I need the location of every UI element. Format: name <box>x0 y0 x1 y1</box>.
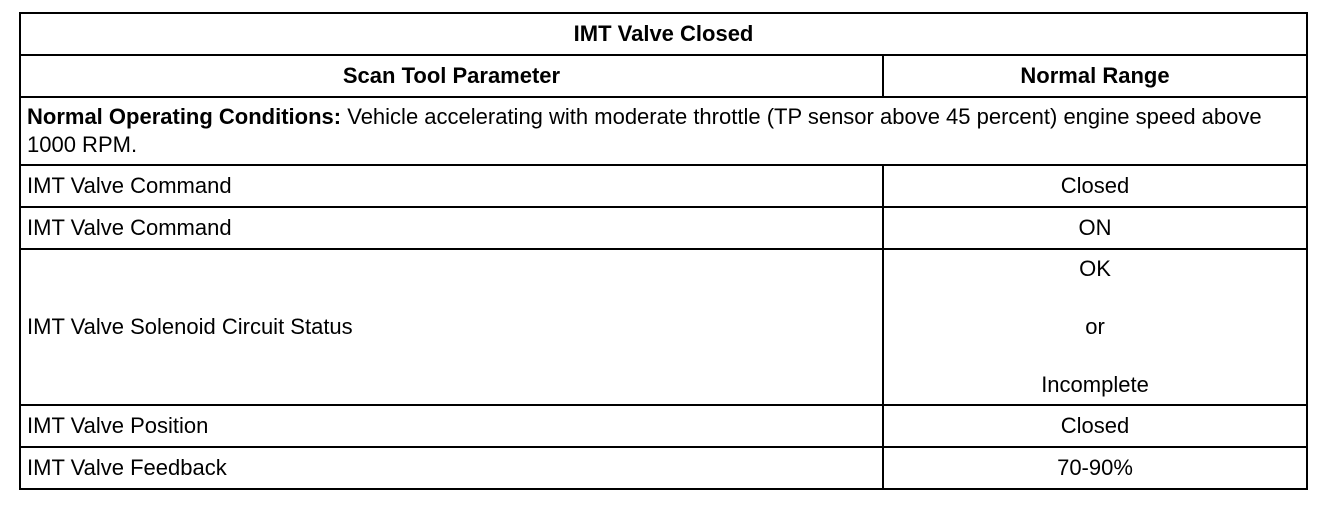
conditions-row <box>20 97 1307 165</box>
header-scan-tool-parameter: Scan Tool Parameter <box>20 55 883 97</box>
table-row <box>20 207 1307 249</box>
table-title-row <box>20 13 1307 55</box>
range-cell: Closed <box>883 405 1307 447</box>
table-row <box>20 165 1307 207</box>
range-option: OK <box>1079 256 1111 281</box>
header-normal-range: Normal Range <box>883 55 1307 97</box>
parameter-cell: IMT Valve Solenoid Circuit Status <box>20 249 883 405</box>
range-options <box>884 252 1306 402</box>
table-header-row <box>20 55 1307 97</box>
parameter-cell: IMT Valve Command <box>20 207 883 249</box>
parameter-table <box>19 12 1308 490</box>
table-row <box>20 405 1307 447</box>
table-row <box>20 447 1307 489</box>
table-title: IMT Valve Closed <box>20 13 1307 55</box>
parameter-cell: IMT Valve Feedback <box>20 447 883 489</box>
range-option-separator: or <box>1085 314 1105 339</box>
range-option: Incomplete <box>1041 372 1149 397</box>
range-cell <box>883 249 1307 405</box>
conditions-text: Vehicle accelerating with moderate throttle (TP sensor above 45 percent) engine speed above 1000 RPM. <box>27 104 1262 157</box>
table-row <box>20 249 1307 405</box>
range-cell: 70-90% <box>883 447 1307 489</box>
parameter-cell: IMT Valve Position <box>20 405 883 447</box>
parameter-cell: IMT Valve Command <box>20 165 883 207</box>
conditions-cell <box>20 97 1307 165</box>
range-cell: Closed <box>883 165 1307 207</box>
conditions-label: Normal Operating Conditions: <box>27 104 342 129</box>
range-cell: ON <box>883 207 1307 249</box>
